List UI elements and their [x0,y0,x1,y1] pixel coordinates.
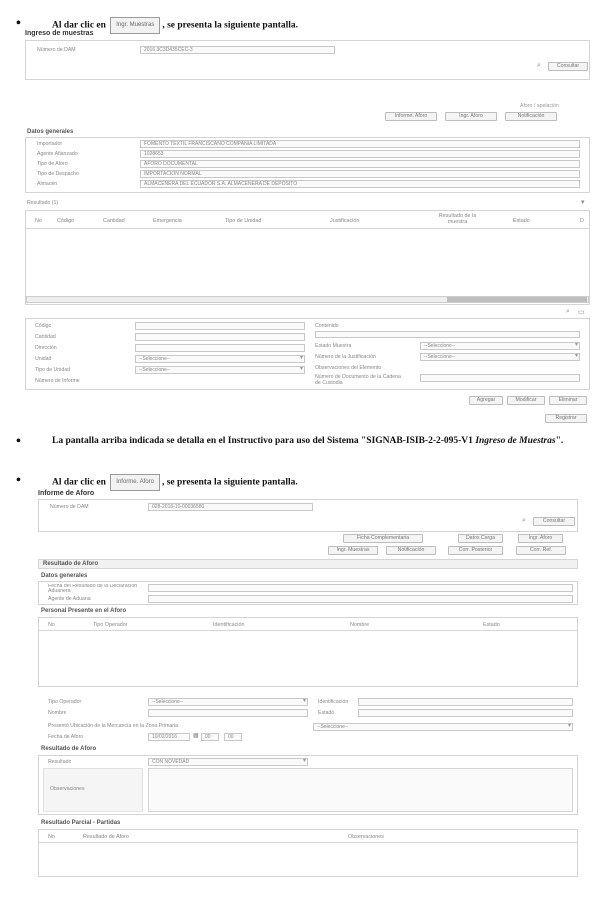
table-header-cell: Resultado de la muestra [438,213,477,225]
almacen-field: ALMACENERA DEL ECUADOR S.A. ALMACENERA DE DEPÓSITO [140,180,580,188]
table-header-cell: Nombre [350,622,370,628]
agente-aduana-field [148,595,573,603]
paragraph-text: Al dar clic en [52,20,106,31]
registrar-button[interactable]: Registrar [545,414,587,423]
ficha-complementaria-button[interactable]: Ficha Complementaria [343,534,423,543]
agente-label: Agente Afianzado [37,151,78,157]
consultar-button[interactable]: Consultar [533,517,575,526]
form-label: Número de Documento de la Cadena de Custodia [315,374,401,386]
paragraph-text: , se presenta la siguiente pantalla. [161,477,298,488]
fecha-aforo-input[interactable]: 10/02/2016 [148,733,190,741]
form-label: Tipo de Unidad [35,367,70,373]
table-header-cell: Observaciones [348,834,384,840]
ingr-aforo-button[interactable]: Ingr. Aforo [518,534,563,543]
table-header-cell: Cantidad [103,218,125,224]
partial-result-title: Resultado Parcial - Partidas [41,820,121,826]
tipo-aforo-field: AFORO DOCUMENTAL [140,160,580,168]
informe-aforo-button[interactable]: Informe. Aforo [385,112,437,121]
form-label: Identificación [318,699,349,705]
ingr-aforo-button[interactable]: Ingr. Aforo [445,112,497,121]
paragraph-intro-informe [52,474,588,491]
table-header-cell: Tipo Operador [93,622,128,628]
resultado-select[interactable]: CON NOVEDAD ▾ [148,758,308,766]
tipo-unidad-select[interactable]: --Seleccione-- ▾ [135,366,305,374]
codigo-input[interactable] [135,322,305,330]
almacen-label: Almacén [37,181,58,187]
fecha-resultado-label: Fecha del Resultado de la Declaración Aduanera [48,584,138,594]
hour-input[interactable]: 00 [201,733,219,741]
form-label: Observaciones del Elemento [315,365,382,371]
form-label: Número de Informe [35,378,80,384]
form-label: Código [35,323,52,329]
paragraph-text: Al dar clic en [52,477,106,488]
table-header-cell: Código [57,218,75,224]
calendar-icon[interactable]: ▦ [193,733,199,739]
aforo-apelacion-link[interactable]: Aforo / apelación [520,103,559,109]
dam-input[interactable]: 2016 3C3D435CEC-3 [140,46,335,54]
screen-title: Ingreso de muestras [25,30,94,37]
informe-aforo-inline-button: Informe. Aforo [110,474,160,491]
cantidad-input[interactable] [135,333,305,341]
table-header-cell: Emergencia [153,218,182,224]
general-data-title: Datos generales [27,129,74,135]
table-header-cell: Resultado de Aforo [83,834,129,840]
search-icon[interactable]: ⌕ [522,517,526,524]
minute-input[interactable]: 00 [224,733,242,741]
personnel-title: Personal Presente en el Aforo [41,608,127,614]
agente-field: 1028653 [140,150,580,158]
tipo-aforo-label: Tipo de Aforo [37,161,68,167]
identificacion-input[interactable] [358,698,573,706]
estado-muestra-select[interactable]: --Seleccione-- ▾ [420,342,580,350]
ingr-muestras-button[interactable]: Ingr. Muestras [328,546,378,555]
eliminar-button[interactable]: Eliminar [549,396,587,405]
importador-field: FOMENTO TEXTIL FRANCISCANO COMPAÑÍA LIMITADA [140,140,580,148]
search-icon[interactable]: ⌕ [537,62,541,69]
justificacion-select[interactable]: --Seleccione-- ▾ [420,353,580,361]
form-label: Nombre [48,710,67,716]
aforo-result-title: Resultado de Aforo [41,746,97,752]
form-label: Tipo Operador [48,699,82,705]
screen-title: Informe de Aforo [38,490,95,497]
form-label: Observaciones [50,786,85,792]
header-divider [26,228,589,229]
table-header-cell: No [48,622,55,628]
ingr-muestras-inline-button: Ingr. Muestras [110,17,160,34]
form-label: Unidad [35,356,52,362]
importador-label: Importador [37,141,63,147]
estado-input[interactable] [358,709,573,717]
agente-aduana-label: Agente de Aduana [48,596,91,602]
search-icon[interactable]: ⌕ [566,308,570,315]
paragraph-text: , se presenta la siguiente pantalla. [162,20,299,31]
table-header-cell: Identificación [213,622,245,628]
form-label: Estado Muestra [315,343,352,349]
fecha-resultado-field [148,584,573,592]
direccion-input[interactable] [135,344,305,352]
header-divider [39,842,577,843]
tipo-despacho-field: IMPORTACIÓN NORMAL [140,170,580,178]
collapse-icon[interactable]: ▭ [578,309,585,316]
result-bar-title: Resultado de Aforo [43,561,99,567]
paragraph-text: ". [555,436,564,446]
bullet-marker: • [16,434,21,449]
datos-carga-button[interactable]: Datos Carga [458,534,503,543]
contenido-input[interactable] [315,331,580,338]
table-header-cell: No [35,218,42,224]
form-label: Resultado [48,759,72,765]
document-title-italic: Ingreso de Muestras [475,436,556,446]
bullet-marker: • [16,16,21,31]
observaciones-textarea[interactable] [148,768,573,812]
table-header-cell: D [580,218,584,224]
header-divider [39,630,577,631]
corr-ref-button[interactable]: Corr. Ref. [516,546,566,555]
scrollbar-thumb[interactable] [447,297,587,302]
form-label: Estado [318,710,335,716]
informe-aforo-screenshot [38,490,578,890]
form-label: Presentó Ubicación de la Mercancía en la Zona Primaria [48,723,179,729]
ingreso-muestras-screenshot [25,30,590,428]
unidad-select[interactable]: --Seleccione-- ▾ [135,355,305,363]
bullet-marker: • [16,473,21,488]
dam-input[interactable]: 028-2016-10-00036580 [148,503,313,511]
corr-posterior-button[interactable]: Corr. Posterior [448,546,503,555]
table-header-cell: No [48,834,55,840]
form-label: Dirección [35,345,57,351]
dam-label: Número de DAM [50,504,89,510]
result-count: Resultado (1) [27,200,59,206]
notificacion-button[interactable]: Notificación [505,112,557,121]
paragraph-detail-note [52,435,588,448]
general-data-title: Datos generales [41,573,88,579]
chevron-down-icon[interactable]: ▾ [581,199,585,206]
form-label: Fecha de Aforo [48,734,84,740]
dam-label: Número de DAM [37,47,76,53]
agregar-button[interactable]: Agregar [469,396,503,405]
form-label: Cantidad [35,334,56,340]
table-header-cell: Estado [483,622,500,628]
form-label: Número de la Justificación [315,354,376,360]
table-header-cell: Justificación [330,218,360,224]
horizontal-scrollbar[interactable] [26,296,589,303]
samples-table [25,210,590,305]
table-header-cell: Estado [513,218,530,224]
notificacion-button[interactable]: Notificación [386,546,436,555]
result-bar [38,559,578,569]
form-label: Contenido [315,323,339,329]
paragraph-text: La pantalla arriba indicada se detalla en el Instructivo para uso del Sistema "SIGNAB-ISIB-2-2-095-V1 [52,436,473,446]
tipo-operador-select[interactable]: --Seleccione-- ▾ [148,698,308,706]
tipo-despacho-label: Tipo de Despacho [37,171,79,177]
modificar-button[interactable]: Modificar [507,396,545,405]
table-header-cell: Tipo de Unidad [225,218,262,224]
nombre-input[interactable] [148,709,308,717]
ubicacion-select[interactable]: --Seleccione-- ▾ [313,723,573,731]
cadena-custodia-input[interactable] [420,374,580,382]
consultar-button[interactable]: Consultar [548,62,588,71]
